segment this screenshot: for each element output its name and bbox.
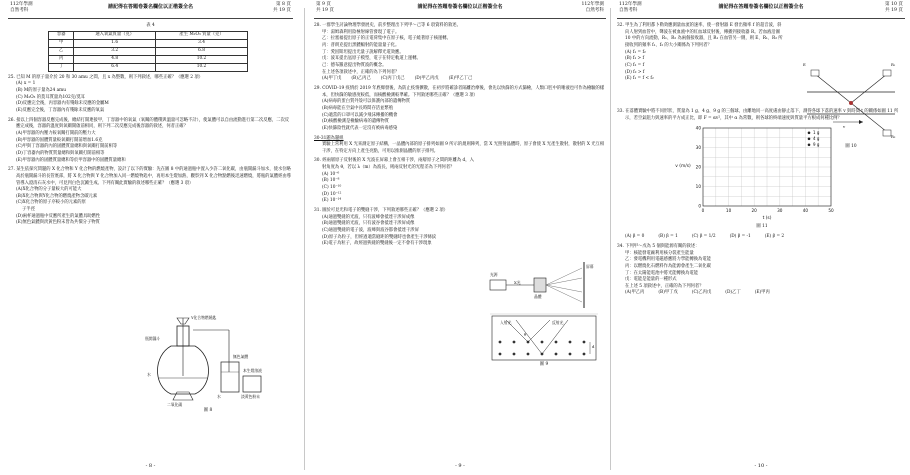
answer-option: (E) β = 2 — [764, 234, 785, 240]
answer-option: (E)快篩陰性就代表一定沒有被病毒感染 — [322, 125, 398, 131]
answer-option: (D) f₂ > f — [625, 69, 645, 75]
answer-option: (E)甲乙丁己 — [448, 76, 473, 82]
answer-option: (B)甲容器的固體質量較氧關打開前增加1.6克 — [16, 137, 103, 143]
table-cell: 甲 — [49, 39, 74, 47]
page-header — [8, 0, 293, 19]
group-passage: 實驗上常利用 X 光來測定原子結構，一晶體內部的原子排列如圖 9 所示的規則陣列，當 X 光照射晶體時，原子會使 X 光產生散射，散射的 X 光互相干涉，在特定方向上產生亮點，可用以推測晶體的原子排列。 — [322, 142, 605, 154]
table-caption: 表 4 — [146, 23, 155, 28]
answer-option: (C)X化合物的原子序較小的元素的原 — [16, 200, 86, 206]
legend-marker — [808, 144, 811, 147]
question-28-stem: 28. 一群學生討論物理學發展史，前步整理出下列甲～己等 6 項資料的敘述。 — [314, 23, 461, 28]
answer-option: (B) f₁ > f — [625, 56, 645, 62]
answer-option: (D)反應完全後，丙容器內有殘餘未反應的金屬M — [16, 101, 109, 107]
statement-item: 丁：在太陽能電池中將光能轉換為電能 — [625, 270, 699, 276]
statement-item: 乙：發電機利用電磁感應將力學能轉換為電能 — [625, 257, 711, 263]
answer-option: (B)乙丙己 — [351, 76, 371, 82]
answer-option: (A)甲容器的內壓力較氧關打開前的壓力大 — [16, 130, 96, 136]
subject: 自然考科 — [585, 8, 604, 13]
question-30-stem: 30. 經兩層原子反射後的 X 光波在屏幕上會互相干涉，兩層原子之間的距離為 d，入射角度為 θ，若以 λ（m）為波長，則兩反射光的光程差為下列何者？ — [314, 158, 474, 171]
x-tick-label: 30 — [777, 208, 783, 214]
legend-marker — [808, 138, 811, 141]
statement-item: 戊：電能是能量的一種形式 — [625, 277, 677, 283]
question-prompt: 在上述各項敘述中，正確的為下列何者？ — [322, 69, 400, 75]
page-number: 第 9 頁 — [316, 2, 332, 7]
y-tick-label: 10 — [695, 184, 701, 190]
statement-item: 丙：普朗克提出黑體輻射的能量量子化。 — [322, 42, 400, 48]
legend-entry: 1 g — [813, 130, 820, 136]
page-footer: - 8 - — [145, 463, 156, 470]
x-tick-label: 50 — [828, 208, 834, 214]
answer-option: (C)通過雙縫的電子波，波峰與波谷都會抵達干涉屏 — [322, 228, 419, 234]
answer-option: (D)丁容器內的物質質量總和與氧關打開前相等 — [16, 150, 105, 156]
statement-item: 甲：湯姆森利用陰極射線管發現了電子。 — [322, 29, 400, 35]
question-29-stem: 29. COVID-19 疫情於 2019 年底爆發後，為防止疫情擴散，在初步將確診者隔離治療後，會先以快篩的方式篩檢，人類口腔中的唾液也可作為檢驗的樣本，但快篩的敏感度較低，而核酸檢測較準確。下列敘述哪些正確？（應選 3 項） — [314, 85, 605, 98]
answer-option: (B)甲丁戊 — [658, 290, 678, 296]
table-header: 容器 — [49, 31, 74, 39]
x-tick-label: 40 — [802, 208, 809, 214]
x-tick-label: 20 — [751, 208, 757, 214]
x-axis-label: t (s) — [762, 216, 772, 222]
answer-option: (E) f₁ = f < f₂ — [625, 76, 654, 82]
answer-option: (A) x = 1 — [16, 81, 36, 87]
answer-option: (D)核酸檢測是檢驗病毒的遺傳物質 — [322, 119, 389, 125]
answer-option: (E) 10⁻¹⁴ — [322, 198, 342, 204]
answer-option: (D) 10⁻¹² — [322, 191, 342, 197]
answer-option: (B)病毒能在空氣中長時間存活並繁殖 — [322, 105, 393, 111]
answer-option: (B) β = 1 — [658, 234, 678, 240]
subject: 自然考科 — [10, 8, 29, 13]
figure-9 — [486, 262, 602, 370]
figure-label: 水 — [147, 372, 151, 377]
xray-diffraction-diagram — [486, 262, 602, 362]
legend-entry: 9 g — [813, 142, 820, 148]
answer-option: (E)無色氣體與淡黃色粉末皆為共價分子物質 — [16, 220, 100, 226]
exam-year: 112年學測 — [619, 2, 642, 7]
figure-label: 瓶開漏斗 — [145, 336, 161, 341]
exam-year: 112年學測 — [581, 2, 604, 7]
table-cell: 丁 — [49, 63, 74, 71]
answer-option: (C)適當的口罩可以減少飛沫傳播的機會 — [322, 112, 398, 118]
figure-title: 圖 8 — [203, 408, 213, 413]
answer-option: (D)乙丁 — [725, 290, 741, 296]
statement-item: 己：德布羅意提出物質波的概念。 — [322, 62, 387, 68]
answer-option: (A) β = 0 — [625, 234, 645, 240]
y-tick-label: 30 — [695, 145, 701, 151]
page-header — [314, 0, 606, 19]
question-31-stem: 31. 圖於可見光和電子的雙縫干涉，下列敘述哪些正確？（應選 2 項） — [314, 208, 448, 214]
answer-option: (D) β = -1 — [729, 234, 751, 240]
signature-notice: 請記得在答題卷簽名欄位以正楷簽全名 — [417, 4, 503, 10]
answer-options-row — [617, 234, 905, 241]
answer-option: (B) 10⁻⁸ — [322, 178, 340, 184]
figure-label: θ — [524, 332, 527, 337]
question-26-stem: 26. 接以上四個容器反應完成後，總結打開連接甲，丁容器中的氧氣（氧關的體積與溫量可忽略不計），使氣體可以自由流動進行第二次反應，二次反應完成後，容器的溫度與氧關開啟前相同，則下列二次反應完成後容器的敘述，何者正確？ — [8, 117, 290, 130]
figure-label: 屏幕 — [586, 264, 594, 269]
question-prompt: 在上述 5 項敘述中，正確的為下列何者？ — [625, 283, 704, 289]
exam-year: 112年學測 — [10, 2, 33, 7]
page-footer: - 9 - — [455, 463, 465, 470]
figure-label: Y化合物燃燒匙 — [191, 315, 217, 320]
question-27-stem: 27. 某生依探究問題的 X 化合物和 Y 化合物的燃燒產物，設計了以下的實驗：先在圖 8 中的通過瓶中置入少許二氧化碳，由瓶開漏斗加水，使水位略高於瓶開漏斗的長管底部，將 X 化合物與 Y 化合物加入同一燃燒物匙中，再用本生燈加熱，觀察到 X 化合物點燃後迅速燃燒，將瓶的氣體經由導管導入澄清石灰水中，可見到白色沉澱生成。下列有關此實驗的敘述哪些正確？（應選 3 項） — [8, 167, 291, 186]
answer-option: (A)甲丁戊 — [322, 76, 342, 82]
answer-option: (C) 10⁻¹⁰ — [322, 185, 342, 191]
question-34-stem: 34. 下列甲～戊為 5 個與能源有關的敘述： — [617, 243, 700, 249]
answer-option: (C) β = 1/2 — [691, 234, 716, 240]
answer-option: (C) M₂O₃ 的莫耳質量為102克/莫耳 — [16, 94, 86, 100]
figure-label: 本生燈溶液 — [243, 368, 262, 373]
answer-option: (D)甲乙丙戊 — [414, 76, 439, 82]
answer-option: (B)X化合物與Y化合物的燃燒產物含碳元素 — [16, 193, 98, 199]
statement-item: 丁：愛因斯坦提出光量子說解釋光電效應。 — [322, 49, 404, 55]
answer-option-continued: 子半徑 — [22, 207, 35, 213]
y-tick-label: 0 — [698, 203, 701, 209]
answer-option: (E)電子為粒子，故經過狹縫的雙縫後一定不會有干涉現象 — [322, 241, 432, 247]
page-total: 共 19 頁 — [273, 8, 291, 13]
answer-option: (E)反應完全後，丁容器內有殘餘未反應的氧氣 — [16, 107, 105, 113]
figure-label: X光 — [514, 280, 521, 285]
page-divider — [610, 8, 611, 470]
answer-option: (A) f₁ = f₂ — [625, 49, 646, 55]
figure-title: 圖 9 — [539, 362, 549, 367]
answer-option: (B) M的原子量為24 amu — [16, 87, 66, 93]
page-total: 共 19 頁 — [885, 8, 903, 13]
figure-label: E — [803, 62, 806, 67]
table-header: 產生 M₂O₃ 質量（克） — [156, 31, 248, 39]
y-tick-label: 20 — [695, 164, 701, 170]
table-cell: 6.4 — [74, 63, 156, 71]
answer-option: (E)甲容器內的固體質量總和等於甲容器中的固體質量總和 — [16, 157, 126, 163]
answer-option: (A) 10⁻⁶ — [322, 171, 340, 177]
figure-title: 圖 11 — [756, 224, 768, 230]
figure-label: 晶體 — [534, 294, 542, 299]
answer-option: (C) f₂ = f — [625, 62, 645, 68]
answer-option: (A)通過雙縫的光波，只有波峰會抵達干涉屏成像 — [322, 214, 415, 220]
table-cell: 1.6 — [74, 39, 156, 47]
table-header: 通入氧氣質量（克） — [74, 31, 156, 39]
figure-label: R₂ — [891, 134, 896, 139]
answer-option: (B)通過雙縫的光波，只有波谷會抵達干涉屏成像 — [322, 221, 415, 227]
legend-entry: 4 g — [813, 136, 820, 142]
table-row — [49, 47, 248, 55]
answer-option: (C)乙丙戊 — [691, 290, 712, 296]
page-divider — [304, 8, 305, 470]
figure-label: 水 — [217, 394, 221, 399]
answer-option: (A)X化合物的分子量較大的可能大 — [16, 187, 82, 193]
statement-item: 乙：拉塞福提出原子的正電荷集中在原子核，電子繞著原子核運轉。 — [322, 36, 451, 42]
table-cell: 乙 — [49, 47, 74, 55]
question-25-stem: 25. 已知 M 的原子量介於 20 和 30 amu 之間，且 x 為整數，則下列敘述，哪些正確？（應選 2 項） — [8, 74, 203, 80]
table-row — [49, 55, 248, 63]
table-cell: 6.8 — [156, 47, 248, 55]
answer-option: (D)兩杯通過瓶中反應所產生的氣體具助燃性 — [16, 213, 101, 219]
statement-item: 甲：核能發電廠利用核分裂產生能量 — [625, 250, 694, 256]
page-8 — [8, 0, 293, 475]
x-tick-label: 10 — [725, 208, 732, 214]
page-header — [617, 0, 905, 19]
figure-label: v — [843, 124, 846, 129]
table-cell: 3.2 — [74, 47, 156, 55]
answer-options-row — [617, 290, 905, 297]
table-cell: 3.4 — [156, 39, 248, 47]
page-total: 共 19 頁 — [316, 8, 334, 13]
oxygen-table — [48, 31, 248, 72]
x-tick-label: 0 — [701, 208, 705, 214]
answer-options-row — [314, 76, 606, 83]
page-9 — [314, 0, 606, 475]
question-32-stem: 32. 甲生為了利用都卜勒效應測量血流的速率，使一發射器 E 發出頻率 f 的超音波，斜向人射到血管中，聲波在被血液中的紅血球反射後，傳播到接收器 R。若血液沿圖 10 中的方向流動，R₁、R₂ 為兩個接收器，且 R₁ 在血管另一側，則 E、R₁、R₂ 所接收到的頻率 f₁、f₂ 的大小關係為下列何者？ — [617, 23, 783, 48]
signature-notice: 請記得在答題卷簽名欄位以正楷簽全名 — [718, 4, 804, 10]
page-number: 第 10 頁 — [885, 2, 903, 7]
page-footer: - 10 - — [754, 463, 768, 470]
figure-label: 反射光 — [552, 320, 564, 325]
signature-notice: 請記得在答題卷簽名欄位以正楷簽全名 — [107, 4, 193, 10]
figure-label: 光源 — [490, 272, 498, 277]
page-number: 第 8 頁 — [275, 2, 291, 7]
figure-label: 二氧化碳 — [167, 402, 183, 407]
statement-item: 戊：波耳提出氫原子模型，電子在特定軌道上運轉。 — [322, 56, 421, 62]
figure-label: 淡黃色粉末 — [241, 394, 260, 399]
table-row — [49, 63, 248, 71]
figure-8 — [143, 316, 273, 416]
y-axis-label: v (m/s) — [675, 164, 691, 170]
answer-option: (D)原子為粒子，但經過適當縫距的雙縫時也會產生干涉條紋 — [322, 234, 437, 240]
figure-11 — [677, 122, 905, 234]
figure-title: 圖 10 — [845, 144, 857, 149]
figure-label: R₁ — [891, 62, 896, 67]
figure-label: 無色氣體 — [233, 354, 249, 359]
table-row — [49, 39, 248, 47]
answer-option: (A)甲乙丙 — [625, 290, 645, 296]
answer-option: (A)病毒的蛋白質外殼可以保護內部的遺傳物質 — [322, 99, 411, 105]
figure-label: d — [592, 344, 595, 349]
answer-option: (E)甲丙 — [754, 290, 770, 296]
figure-label: 入射光 — [500, 320, 512, 325]
section-heading: 30-31題為題組 — [314, 135, 344, 141]
legend-marker — [808, 132, 811, 135]
velocity-time-chart — [677, 122, 847, 226]
table-header-row — [49, 31, 248, 39]
answer-option: (C)甲與丁容器的內的固體質量總和與氧關打開前相等 — [16, 144, 118, 150]
table-cell: 4.8 — [74, 55, 156, 63]
page-10 — [617, 0, 905, 475]
table-cell: 丙 — [49, 55, 74, 63]
statement-item: 丙：以燃燒化石燃料作為能源會產生二氧化碳 — [625, 263, 711, 269]
subject: 自然考科 — [619, 8, 638, 13]
question-33-stem: 33. 在落體實驗中將不同形狀、質量為 1 g、4 g、9 g 的三個球，由離地同一高度處由靜止落下，測得各球下落的速率 v 與時間 t 的關係如圖 11 所示，若空氣阻力與速率的平方成正比，即 F = αv²，其中 α 為常數，則各球的終端速度與質量平方根成何種比例？ — [617, 108, 899, 121]
answer-option: (C)丙丁戊己 — [380, 76, 405, 82]
table-cell: 10.2 — [156, 55, 248, 63]
y-tick-label: 40 — [695, 125, 701, 131]
table-cell: 10.2 — [156, 63, 248, 71]
